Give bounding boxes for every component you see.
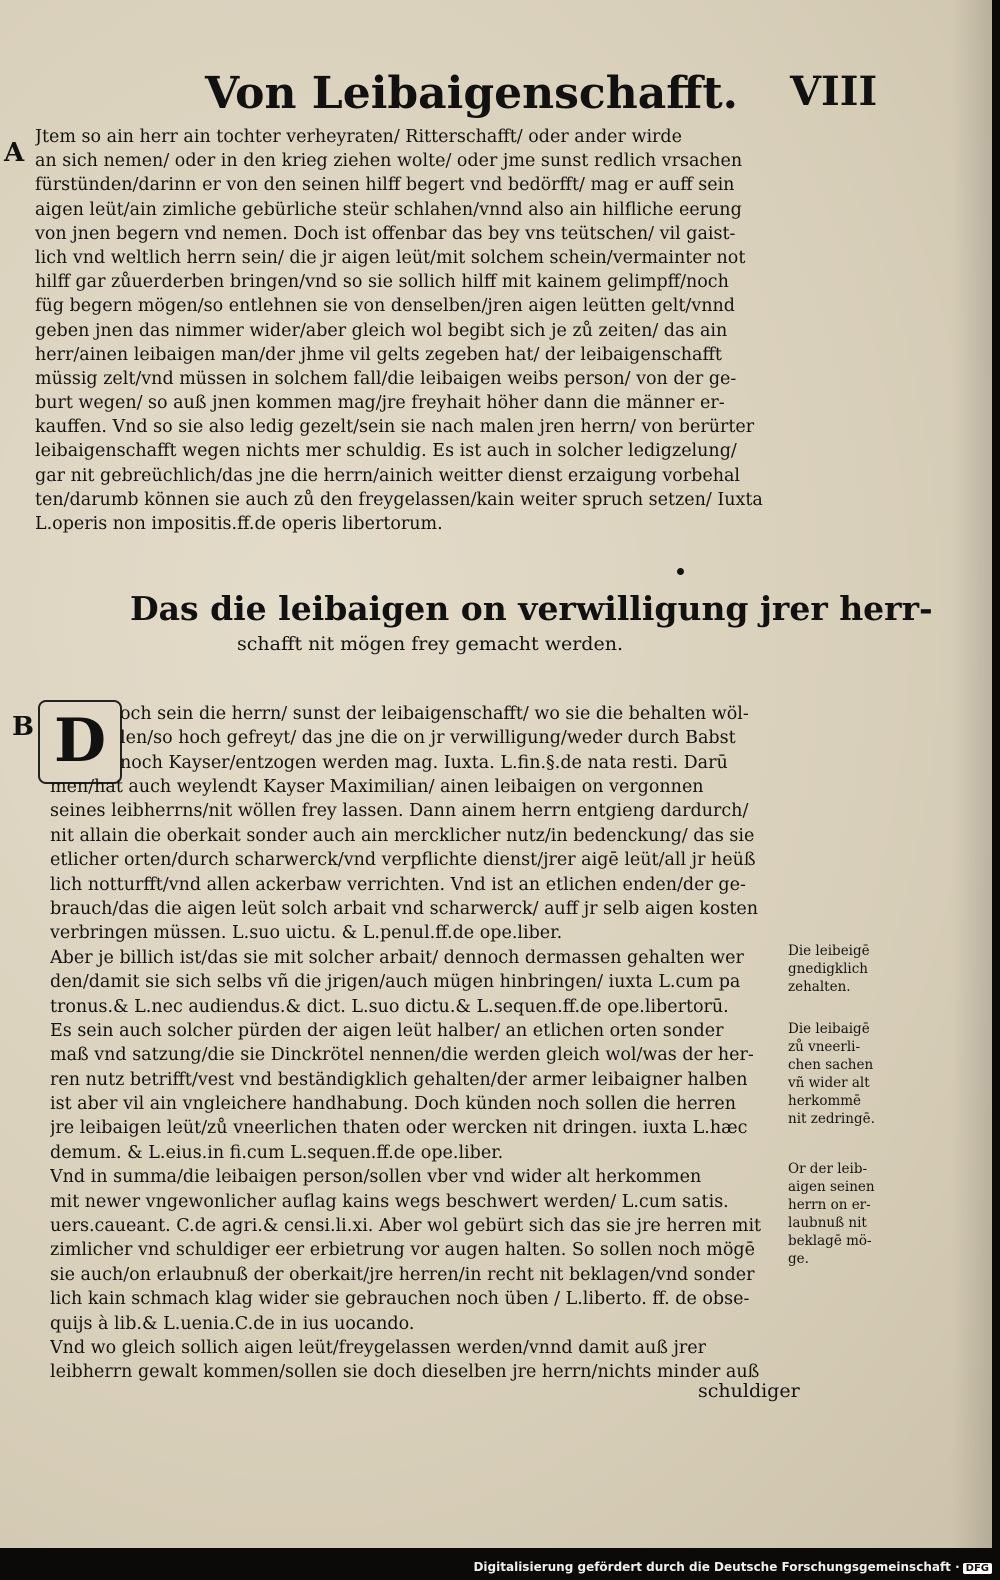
margin-note-line: herkommē xyxy=(788,1093,862,1109)
text-line: an sich nemen/ oder in den krieg ziehen wolte/ oder jme sunst redlich vrsachen xyxy=(35,151,743,172)
text-line: aigen leüt/ain zimliche gebürliche steür schlahen/vnnd also ain hilfliche eerung xyxy=(35,199,742,220)
text-line: etlicher orten/durch scharwerck/vnd verpflichte dienst/jrer aigē leüt/all jr heüß xyxy=(50,850,756,871)
text-line: seines leibherrns/nit wöllen frey lassen. Dann ainem herrn entgieng dardurch/ xyxy=(50,801,749,822)
margin-note-line: zů vneerli- xyxy=(788,1039,861,1055)
text-line: herr/ainen leibaigen man/der jhme vil gelts zegeben hat/ der leibaigenschafft xyxy=(35,344,722,365)
text-line: den/damit sie sich selbs vñ die jrigen/auch mügen hinbringen/ iuxta L.cum pa xyxy=(50,972,741,993)
section-b-text xyxy=(50,775,780,1385)
margin-note-line: aigen seinen xyxy=(788,1179,875,1195)
page-shadow xyxy=(952,0,992,1548)
dfg-logo: DFG xyxy=(963,1563,992,1574)
margin-note-line: ge. xyxy=(788,1251,809,1267)
text-line: lich notturfft/vnd allen ackerbaw verrichten. Vnd ist an etlichen enden/der ge- xyxy=(50,874,746,895)
text-line: Jtem so ain herr ain tochter verheyraten/ Ritterschafft/ oder ander wirde xyxy=(35,127,682,147)
text-line: geben jnen das nimmer wider/aber gleich wol begibt sich je zů zeiten/ das ain xyxy=(35,320,728,341)
chapter-heading-line-2: schafft nit mögen frey gemacht werden. xyxy=(237,633,623,655)
text-line: Vnd in summa/die leibaigen person/sollen vber vnd wider alt herkommen xyxy=(50,1167,702,1188)
section-marker-b: B xyxy=(12,712,34,742)
margin-note-line: gnedigklich xyxy=(788,961,868,977)
margin-note-line: Or der leib- xyxy=(788,1161,868,1177)
text-line: burt wegen/ so auß jnen kommen mag/jre freyhait höher dann die männer er- xyxy=(35,393,725,414)
text-line: men/hat auch weylendt Kayser Maximilian/ ainen leibaigen on vergonnen xyxy=(50,777,704,797)
decorated-initial: D xyxy=(38,700,122,784)
credit-text: Digitalisierung gefördert durch die Deutsche Forschungsgemeinschaft · xyxy=(473,1560,960,1574)
chapter-heading xyxy=(130,588,933,658)
text-line: noch Kayser/entzogen werden mag. Iuxta. L.fin.§.de nata resti. Darū xyxy=(120,752,728,773)
text-line: quijs à lib.& L.uenia.C.de in ius uocando. xyxy=(50,1313,415,1334)
text-line: len/so hoch gefreyt/ das jne die on jr verwilligung/weder durch Babst xyxy=(120,728,736,749)
digitization-credit xyxy=(473,1560,992,1574)
margin-note-2 xyxy=(788,1020,908,1128)
text-line: von jnen begern vnd nemen. Doch ist offenbar das bey vns teütschen/ vil gaist- xyxy=(35,223,736,244)
text-line: kauffen. Vnd so sie also ledig gezelt/sein sie nach malen jren herrn/ von berürter xyxy=(35,417,755,438)
text-line: uers.caueant. C.de agri.& censi.li.xi. Aber wol gebürt sich das sie jre herren mit xyxy=(50,1216,762,1237)
text-line: jre leibaigen leüt/zů vneerlichen thaten oder wercken nit dringen. iuxta L.hæc xyxy=(50,1118,748,1139)
text-line: brauch/das die aigen leüt solch arbait vnd scharwerck/ auff jr selb aigen kosten xyxy=(50,898,759,919)
margin-note-line: zehalten. xyxy=(788,979,851,995)
text-line: demum. & L.eius.in fi.cum L.sequen.ff.de ope.liber. xyxy=(50,1142,504,1163)
catchword: schuldiger xyxy=(698,1380,800,1402)
text-line: Es sein auch solcher pürden der aigen leüt halber/ an etlichen orten sonder xyxy=(50,1020,724,1041)
text-line: tronus.& L.nec audiendus.& dict. L.suo dictu.& L.sequen.ff.de ope.libertorū. xyxy=(50,996,729,1017)
margin-note-line: herrn on er- xyxy=(788,1197,871,1213)
text-line: müssig zelt/vnd müssen in solchem fall/die leibaigen weibs person/ von der ge- xyxy=(35,368,737,389)
text-line: och sein die herrn/ sunst der leibaigenschafft/ wo sie die behalten wöl- xyxy=(120,704,749,724)
text-line: zimlicher vnd schuldiger eer erbietrung vor augen halten. So sollen noch mögē xyxy=(50,1240,755,1261)
section-a-text xyxy=(35,125,780,536)
text-line: leibherrn gewalt kommen/sollen sie doch dieselben jre herrn/nichts minder auß xyxy=(50,1362,760,1383)
text-line: nit allain die oberkait sonder auch ain mercklicher nutz/in bedenckung/ das sie xyxy=(50,825,755,846)
decorative-dot xyxy=(677,568,684,575)
text-line: L.operis non impositis.ff.de operis libertorum. xyxy=(35,514,443,534)
chapter-heading-line-1: Das die leibaigen on verwilligung jrer herr- xyxy=(130,589,933,628)
text-line: lich kain schmach klag wider sie gebrauchen noch üben / L.liberto. ff. de obse- xyxy=(50,1289,750,1310)
margin-note-3 xyxy=(788,1160,908,1268)
margin-note-line: nit zedringē. xyxy=(788,1111,875,1127)
text-line: Vnd wo gleich sollich aigen leüt/freygelassen werden/vnnd damit auß jrer xyxy=(50,1337,706,1358)
text-line: verbringen müssen. L.suo uictu. & L.penul.ff.de ope.liber. xyxy=(50,923,563,944)
section-b-indented-text xyxy=(120,702,780,775)
margin-note-line: laubnuß nit xyxy=(788,1215,867,1231)
running-title: Von Leibaigenschafft. xyxy=(205,68,738,119)
text-line: hilff gar zůuerderben bringen/vnd so sie sollich hilff mit kainem gelimpff/noch xyxy=(35,272,729,293)
text-line: mit newer vngewonlicher auflag kains wegs beschwert werden/ L.cum satis. xyxy=(50,1191,729,1212)
text-line: Aber je billich ist/das sie mit solcher arbait/ dennoch dermassen gehalten wer xyxy=(50,947,744,968)
text-line: gar nit gebreüchlich/das jne die herrn/ainich weitter dienst erzaigung vorbehal xyxy=(35,465,740,486)
margin-note-line: beklagē mö- xyxy=(788,1233,872,1249)
text-line: fürstünden/darinn er von den seinen hilff begert vnd bedörfft/ mag er auff sein xyxy=(35,175,735,196)
section-marker-a: A xyxy=(4,138,25,168)
text-line: ren nutz betrifft/vest vnd beständigklich gehalten/der armer leibaigner halben xyxy=(50,1069,748,1090)
margin-note-line: chen sachen xyxy=(788,1057,874,1073)
text-line: sie auch/on erlaubnuß der oberkait/jre herren/in recht nit beklagen/vnd sonder xyxy=(50,1264,755,1285)
folio-number: VIII xyxy=(790,68,878,115)
text-line: ist aber vil ain vngleichere handhabung. Doch künden noch sollen die herren xyxy=(50,1094,736,1115)
margin-note-line: vñ wider alt xyxy=(788,1075,870,1091)
margin-note-1 xyxy=(788,942,908,996)
margin-note-line: Die leibaigē xyxy=(788,1021,870,1037)
text-line: lich vnd weltlich herrn sein/ die jr aigen leüt/mit solchem schein/vermainter not xyxy=(35,247,746,268)
text-line: füg begern mögen/so entlehnen sie von denselben/jren aigen leütten gelt/vnnd xyxy=(35,296,735,317)
text-line: leibaigenschafft wegen nichts mer schuldig. Es ist auch in solcher ledigzelung/ xyxy=(35,441,737,462)
margin-note-line: Die leibeigē xyxy=(788,943,870,959)
text-line: maß vnd satzung/die sie Dinckrötel nennen/die werden gleich wol/was der her- xyxy=(50,1045,754,1066)
text-line: ten/darumb können sie auch zů den freygelassen/kain weiter spruch setzen/ Iuxta xyxy=(35,489,763,510)
